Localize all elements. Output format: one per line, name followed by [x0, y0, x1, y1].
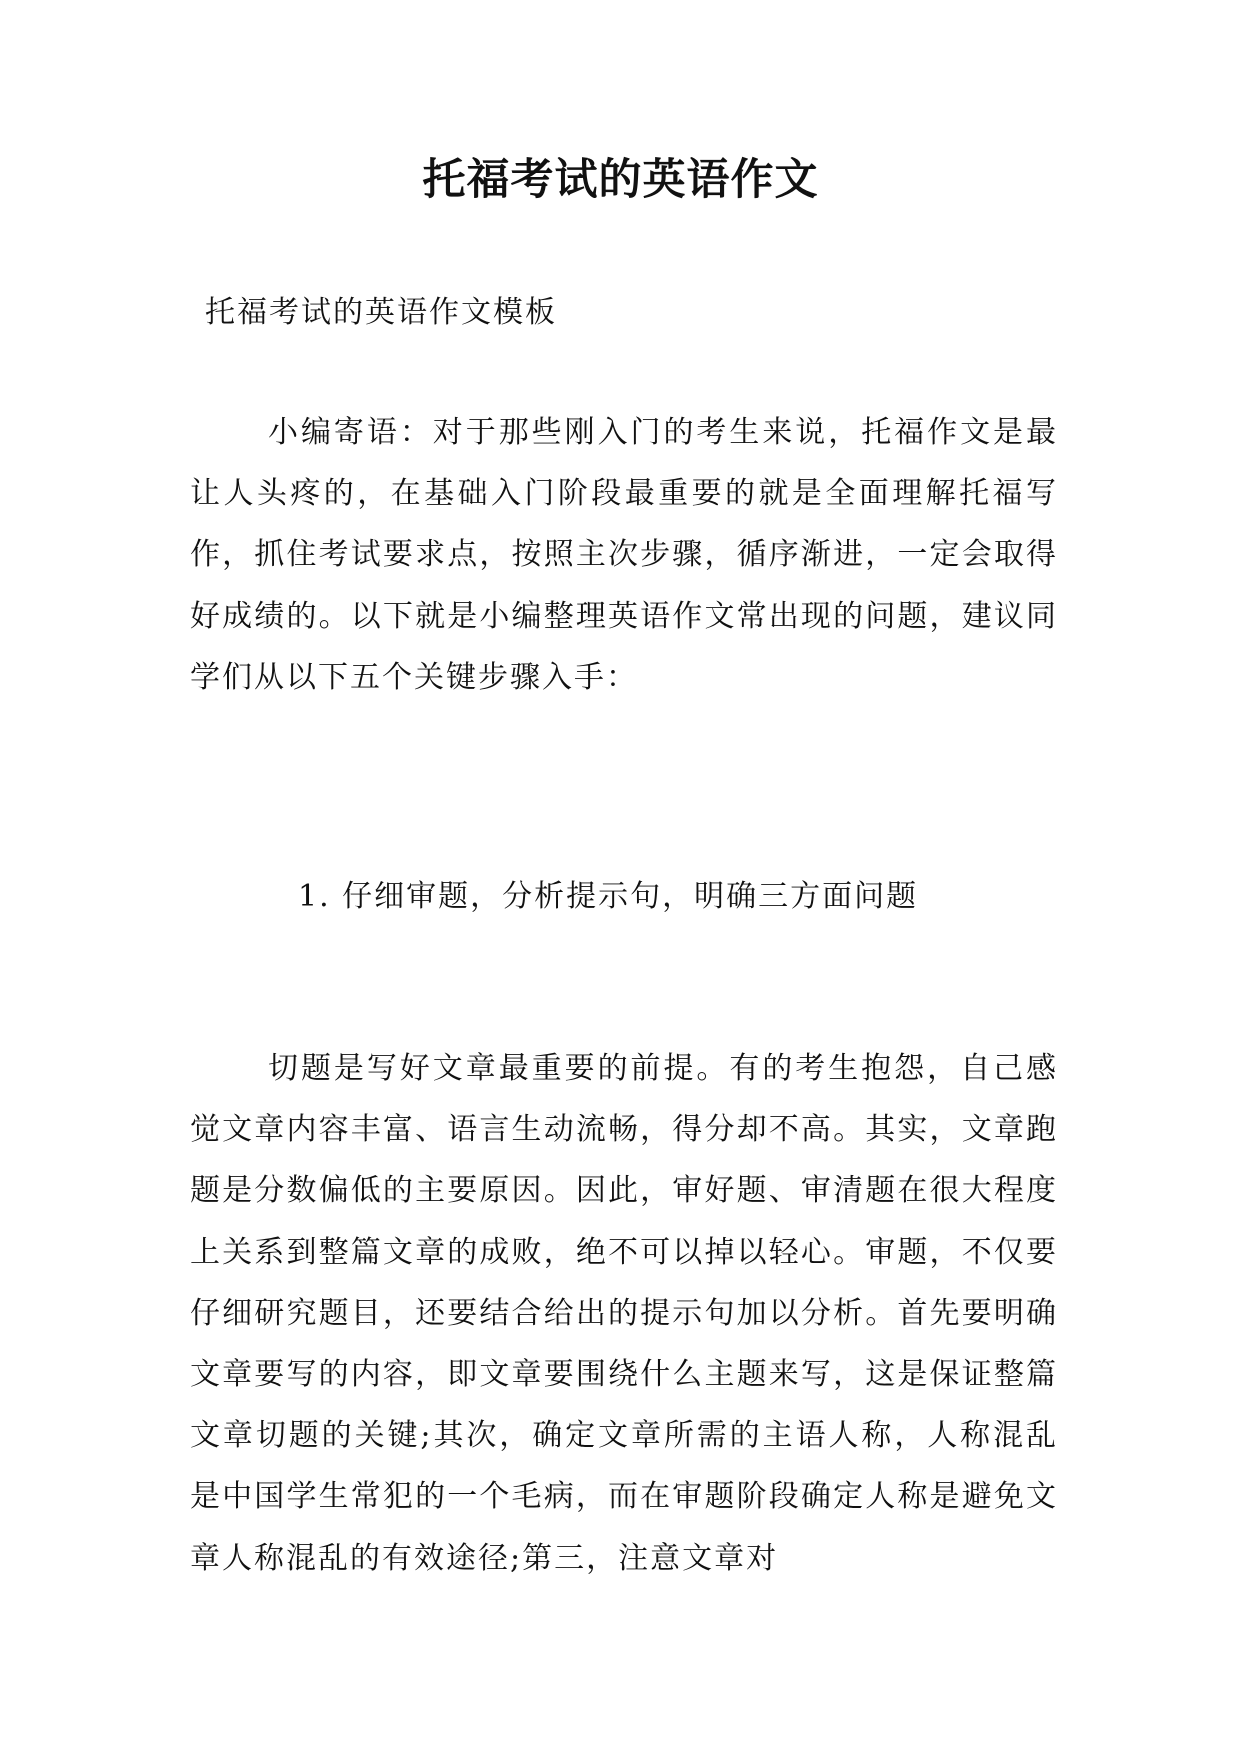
document-title: 托福考试的英语作文: [422, 155, 819, 205]
section-heading: 1. 仔细审题，分析提示句，明确三方面问题: [298, 879, 919, 914]
body-paragraph: 切题是写好文章最重要的前提。有的考生抱怨，自己感觉文章内容丰富、语言生动流畅，得分却不高。其实，文章跑题是分数偏低的主要原因。因此，审好题、审清题在很大程度上关系到整篇文章的成败，绝不可以掉以轻心。审题，不仅要仔细研究题目，还要结合给出的提示句加以分析。首先要明确文章要写的内容，即文章要围绕什么主题来写，这是保证整篇文章切题的关键;其次，确定文章所需的主语人称，人称混乱是中国学生常犯的一个毛病，而在审题阶段确定人称是避免文章人称混乱的有效途径;第三，注意文章对: [190, 1051, 1058, 1576]
document-subtitle: 托福考试的英语作文模板: [205, 295, 557, 330]
intro-paragraph: 小编寄语：对于那些刚入门的考生来说，托福作文是最让人头疼的，在基础入门阶段最重要的就是全面理解托福写作，抓住考试要求点，按照主次步骤，循序渐进，一定会取得好成绩的。以下就是小编整理英语作文常出现的问题，建议同学们从以下五个关键步骤入手：: [190, 415, 1058, 695]
